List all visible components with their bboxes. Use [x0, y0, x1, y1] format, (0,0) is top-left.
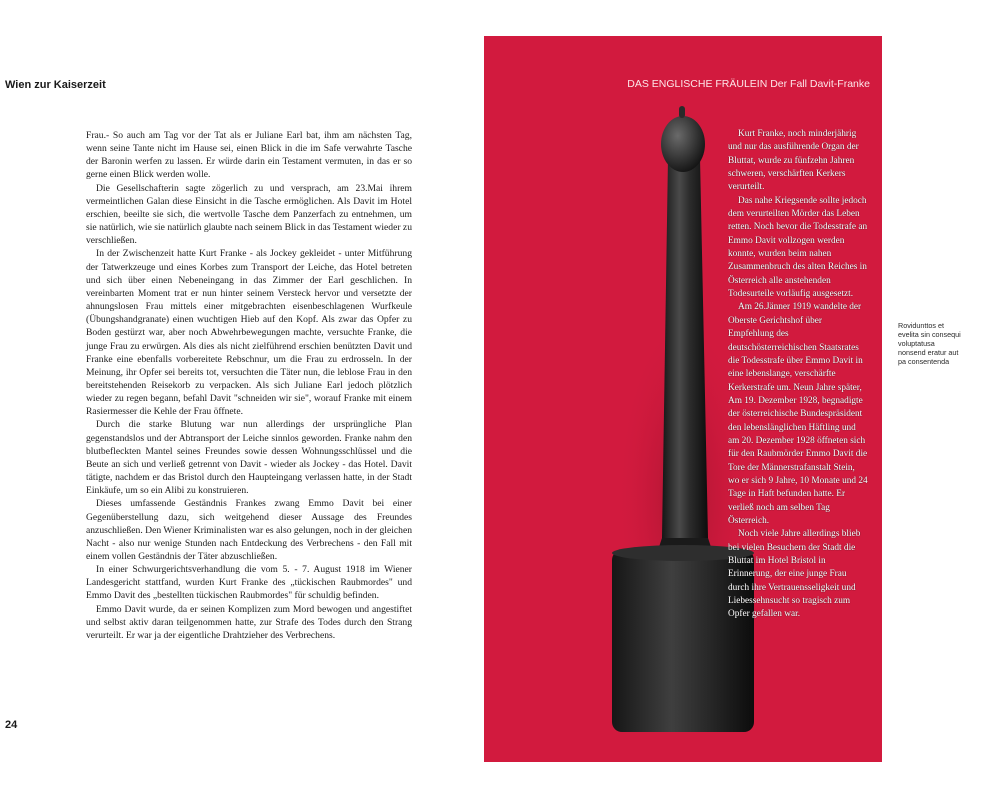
- red-paragraph: Kurt Franke, noch minderjährig und nur das ausführende Organ der Bluttat, wurde zu fünfzehn Jahren schweren, verschärften Kerkers verurteilt.: [728, 129, 859, 193]
- page-number: 24: [5, 719, 18, 731]
- red-paragraph: Noch viele Jahre allerdings blieb bei vielen Besuchern der Stadt die Bluttat im Hotel Bristol in Erinnerung, der eine junge Frau durch ihre Vertrauensseligkeit und Liebessehnsucht so tragisch zum Opfer gefallen war.: [728, 529, 861, 620]
- left-page: [0, 36, 484, 764]
- sidenote: Rovidunttos et evelita sin consequi voluptatusa nonsend eratur aut pa consentenda: [898, 321, 961, 367]
- running-head-right: DAS ENGLISCHE FRÄULEIN Der Fall Davit-Franke: [627, 78, 870, 90]
- running-head-left: Wien zur Kaiserzeit: [5, 79, 106, 91]
- red-paragraph: Am 26.Jänner 1919 wandelte der Oberste Gerichtshof über Empfehlung des deutschösterreichischen Staatsrates die Todesstrafe über Emmo Davit in eine lebenslange, verschärfte Kerkerstrafe um. Neun Jahre später, Am 19. Dezember 1928, begnadigte der österreichische Bundespräsident den lebenslänglichen Häftling und am 20. Dezember 1928 öffneten sich für den Raubmörder Emmo Davit die Tore der Männerstrafanstalt Stein, wo er sich 9 Jahre, 10 Monate und 24 Tage in Haft befunden hatte. Er verließ noch am selben Tag Österreich.: [728, 302, 868, 526]
- red-paragraph: Das nahe Kriegsende sollte jedoch dem verurteilten Mörder das Leben retten. Noch bevor die Todesstrafe an Emmo Davit vollzogen werden konnte, wurden beim nahen Zusammenbruch des alten Reiches in Österreich alle anstehenden Todesurteile vorläufig ausgesetzt.: [728, 195, 868, 300]
- body-paragraph: In der Zwischenzeit hatte Kurt Franke - als Jockey gekleidet - unter Mitführung der Tatwerkzeuge und eines Korbes zum Transport der Leiche, das Hotel betreten und sich über einen Nebeneingang in das Zimmer der Earl geschlichen. In vereinbarten Moment trat er nun hinter seinem Versteck hervor und versetzte der ahnungslosen Frau mittels einer mitgebrachten eisenbeschlagenen Wurfkeule (Übungshandgranate) einen wuchtigen Hieb auf den Kopf. Als zwar das Opfer zu Boden gestürzt war, aber noch Abwehrbewegungen machte, versuchte Franke, die junge Frau zu erwürgen. Als dies als nicht zielführend erschien benützten Davit und Franke eine ebenfalls vorbereitete Rebschnur, um die Frau zu erdrosseln. In der Meinung, ihr Opfer sei bereits tot, versuchten die Täter nun, die leblose Frau in den bereitstehenden Reisekorb zu verpacken. Als sich Juliane Earl jedoch plötzlich wieder zu regen begann, befahl Davit "schneiden wir sie", worauf Franke mit einem Rasiermesser die Kehle der Frau öffnete.: [86, 248, 412, 418]
- right-page: [484, 36, 1000, 764]
- body-paragraph: Frau.- So auch am Tag vor der Tat als er Juliane Earl bat, ihm am nächsten Tag, wenn seine Tante nicht im Hause sei, einen Blick in die im Safe verwahrte Tasche der Baronin werfen zu lassen. Er würde darin ein Testament vermuten, in das er so gerne einen Blick werden wolle.: [86, 130, 412, 181]
- club-tip: [679, 106, 685, 118]
- body-paragraph: In einer Schwurgerichtsverhandlung die vom 5. - 7. August 1918 im Wiener Landesgericht stattfand, wurden Kurt Franke des „tückischen Raubmordes" und Emmo Davit des „bestellten tückischen Raubmordes" für schuldig befinden.: [86, 564, 412, 602]
- body-paragraph: Emmo Davit wurde, da er seinen Komplizen zum Mord bewogen und angestiftet und selbst aktiv daran teilgenommen hatte, zur Strafe des Todes durch den Strang verurteilt. Er war ja der eigentliche Drahtzieher des Verbrechens.: [86, 603, 412, 641]
- body-paragraph: Durch die starke Blutung war nun allerdings der ursprüngliche Plan gegenstandslos und der Abtransport der Leiche sinnlos geworden. Franke nahm den blutbefleckten Mantel seines Freundes sowie dessen Wohnungsschlüssel und die Beute an sich und verließ getrennt von Davit - wieder als Jockey - das Hotel. Davit tätigte, nachdem er das Bristol durch den Haupteingang verlassen hatte, in der Stadt Einkäufe, um so ein Alibi zu konstruieren.: [86, 419, 412, 497]
- body-text-column: [86, 129, 412, 642]
- club-shaft: [662, 158, 708, 538]
- body-paragraph: Die Gesellschafterin sagte zögerlich zu und versprach, am 23.Mai ihrem vermeintlichen Galan diese Einsicht in die Tasche ermöglichen. Als Davit im Hotel erschien, beeilte sie sich, die wertvolle Tasche dem Panzerfach zu entnehmen, um sie natürlich, wie sie natürlich glaubte nach seinem Blick in das Testament wieder zu verschließen.: [86, 182, 412, 247]
- club-knob: [661, 116, 705, 172]
- red-panel-text: [728, 128, 868, 622]
- body-paragraph: Dieses umfassende Geständnis Frankes zwang Emmo Davit bei einer Gegenüberstellung dazu, sich weitgehend dieser Aussage des Freundes anzuschließen. Den Wiener Kriminalisten war es also gelungen, noch in der gleichen Nacht - also nur wenige Stunden nach Entdeckung des Verbrechens - den Fall mit einem vollen Geständnis der Täter abzuschließen.: [86, 498, 412, 562]
- red-feature-panel: [484, 36, 882, 762]
